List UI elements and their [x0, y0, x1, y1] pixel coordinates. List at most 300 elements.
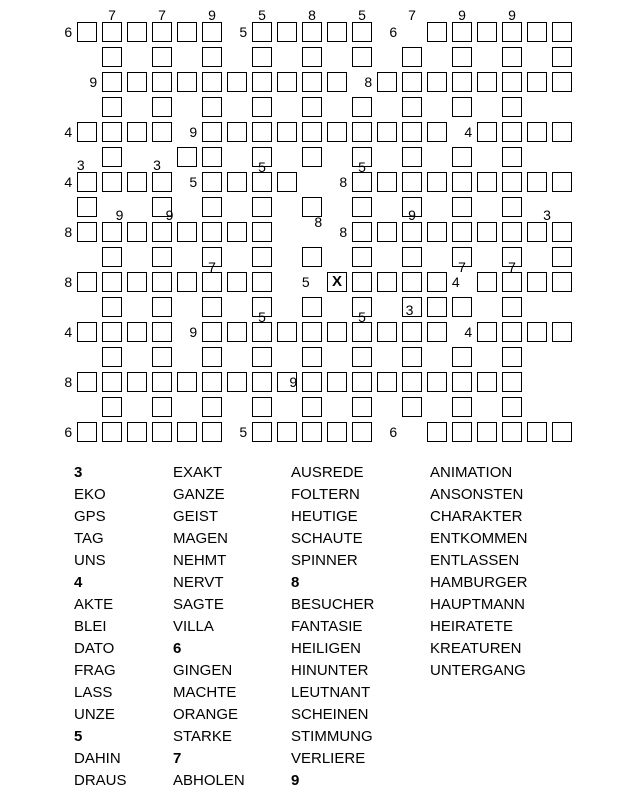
clue-number: 5	[258, 309, 266, 325]
grid-cell[interactable]	[377, 222, 397, 242]
clue-number: 9	[89, 74, 98, 90]
grid-cell[interactable]	[77, 272, 97, 292]
grid-cell[interactable]	[502, 422, 522, 442]
word-entry: SAGTE	[173, 596, 224, 613]
grid-cell[interactable]	[277, 422, 297, 442]
grid-cell[interactable]	[202, 372, 222, 392]
clue-number: 5	[358, 159, 366, 175]
grid-cell[interactable]	[252, 422, 272, 442]
grid-cell[interactable]	[502, 97, 522, 117]
grid-cell[interactable]	[152, 372, 172, 392]
grid-cell[interactable]	[127, 72, 147, 92]
grid-cell[interactable]	[152, 122, 172, 142]
word-entry: EXAKT	[173, 464, 223, 481]
grid-cell[interactable]	[477, 372, 497, 392]
word-entry: STARKE	[173, 728, 232, 745]
grid-cell[interactable]	[252, 22, 272, 42]
grid-cell[interactable]	[302, 372, 322, 392]
clue-number: 8	[339, 224, 348, 240]
grid-cell[interactable]	[152, 172, 172, 192]
word-entry: FRAG	[74, 662, 116, 679]
grid-cell[interactable]	[102, 172, 122, 192]
grid-cell[interactable]	[402, 397, 422, 417]
word-entry: AKTE	[74, 596, 114, 613]
grid-cell[interactable]	[452, 72, 472, 92]
grid-cell[interactable]	[77, 372, 97, 392]
word-list-column	[74, 462, 127, 792]
grid-cell[interactable]	[352, 122, 372, 142]
grid-cell[interactable]	[252, 347, 272, 367]
grid-cell[interactable]	[102, 347, 122, 367]
grid-cell[interactable]	[527, 322, 547, 342]
grid-cell[interactable]	[377, 372, 397, 392]
grid-cell[interactable]	[527, 272, 547, 292]
grid-cell[interactable]	[352, 47, 372, 67]
grid-cell[interactable]	[377, 172, 397, 192]
grid-cell[interactable]	[152, 272, 172, 292]
grid-cell[interactable]	[452, 147, 472, 167]
grid-cell[interactable]	[427, 322, 447, 342]
grid-cell[interactable]	[452, 397, 472, 417]
grid-cell[interactable]	[277, 172, 297, 192]
grid-cell[interactable]	[252, 272, 272, 292]
grid-cell[interactable]	[427, 422, 447, 442]
grid-cell[interactable]	[352, 97, 372, 117]
grid-cell[interactable]	[377, 72, 397, 92]
grid-cell[interactable]	[352, 172, 372, 192]
clue-number: 3	[76, 156, 85, 173]
clue-number: 4	[64, 124, 73, 140]
clue-number: 6	[389, 424, 398, 440]
grid-cell[interactable]	[202, 72, 222, 92]
grid-cell[interactable]	[427, 297, 447, 317]
grid-cell[interactable]	[252, 97, 272, 117]
grid-cell[interactable]	[102, 47, 122, 67]
word-entry: FOLTERN	[291, 486, 360, 503]
grid-cell[interactable]	[227, 372, 247, 392]
grid-cell[interactable]	[252, 197, 272, 217]
grid-cell[interactable]	[252, 372, 272, 392]
grid-cell[interactable]	[127, 272, 147, 292]
grid-cell[interactable]	[402, 372, 422, 392]
grid-cell[interactable]	[502, 72, 522, 92]
length-header: 6	[173, 640, 182, 657]
grid-cell[interactable]	[402, 247, 422, 267]
grid-cell[interactable]	[452, 347, 472, 367]
grid-cell[interactable]	[152, 47, 172, 67]
grid-cell[interactable]	[377, 122, 397, 142]
grid-cell[interactable]	[77, 197, 97, 217]
grid-cell[interactable]	[352, 272, 372, 292]
word-entry: STIMMUNG	[291, 728, 373, 745]
grid-cell[interactable]	[177, 147, 197, 167]
grid-cell[interactable]	[77, 422, 97, 442]
clue-number: 5	[239, 24, 248, 40]
grid-cell[interactable]	[102, 372, 122, 392]
grid-cell[interactable]	[477, 72, 497, 92]
word-entry: UNTERGANG	[430, 662, 526, 679]
grid-cell[interactable]	[302, 422, 322, 442]
grid-cell[interactable]	[152, 397, 172, 417]
grid-cell[interactable]	[352, 347, 372, 367]
grid-cell[interactable]	[202, 47, 222, 67]
grid-cell[interactable]	[402, 322, 422, 342]
word-entry: MACHTE	[173, 684, 237, 701]
grid-cell[interactable]	[202, 347, 222, 367]
length-header: 5	[74, 728, 83, 745]
grid-cell[interactable]	[502, 397, 522, 417]
word-entry: VILLA	[173, 618, 214, 635]
clue-number: 9	[508, 6, 516, 23]
grid-cell[interactable]	[452, 422, 472, 442]
clue-number: 7	[208, 259, 216, 275]
grid-cell[interactable]	[477, 22, 497, 42]
grid-cell[interactable]	[102, 22, 122, 42]
grid-cell[interactable]	[452, 47, 472, 67]
clue-number: 6	[64, 424, 73, 440]
word-list-column	[173, 462, 245, 792]
clue-number: 8	[64, 374, 73, 390]
word-entry: KREATUREN	[430, 640, 522, 657]
grid-cell[interactable]	[352, 372, 372, 392]
grid-cell[interactable]	[402, 222, 422, 242]
start-marker-cell[interactable]: X	[327, 272, 347, 292]
grid-cell[interactable]	[127, 322, 147, 342]
grid-cell[interactable]	[302, 397, 322, 417]
grid-cell[interactable]	[177, 272, 197, 292]
grid-cell[interactable]	[77, 222, 97, 242]
grid-cell[interactable]	[202, 422, 222, 442]
grid-cell[interactable]	[427, 222, 447, 242]
grid-cell[interactable]	[202, 122, 222, 142]
grid-cell[interactable]	[152, 347, 172, 367]
grid-cell[interactable]	[127, 372, 147, 392]
grid-cell[interactable]	[352, 397, 372, 417]
grid-cell[interactable]	[302, 72, 322, 92]
grid-cell[interactable]	[102, 247, 122, 267]
grid-cell[interactable]	[502, 147, 522, 167]
grid-cell[interactable]	[552, 322, 572, 342]
word-entry: AUSREDE	[291, 464, 364, 481]
grid-cell[interactable]	[252, 172, 272, 192]
grid-cell[interactable]	[202, 197, 222, 217]
grid-cell[interactable]	[227, 272, 247, 292]
grid-cell[interactable]	[152, 22, 172, 42]
grid-cell[interactable]	[227, 72, 247, 92]
grid-cell[interactable]	[352, 422, 372, 442]
grid-cell[interactable]	[252, 222, 272, 242]
grid-cell[interactable]	[302, 297, 322, 317]
word-entry: DAHIN	[74, 750, 121, 767]
word-entry: HAMBURGER	[430, 574, 528, 591]
clue-number: 8	[364, 74, 373, 90]
grid-cell[interactable]	[452, 222, 472, 242]
grid-cell[interactable]	[102, 97, 122, 117]
grid-cell[interactable]	[102, 72, 122, 92]
grid-cell[interactable]	[477, 122, 497, 142]
grid-cell[interactable]	[427, 122, 447, 142]
grid-cell[interactable]	[302, 22, 322, 42]
grid-cell[interactable]	[502, 122, 522, 142]
grid-cell[interactable]	[77, 122, 97, 142]
word-entry: ANSONSTEN	[430, 486, 524, 503]
clue-number: 9	[189, 124, 198, 140]
word-entry: ANIMATION	[430, 464, 513, 481]
grid-cell[interactable]	[202, 322, 222, 342]
grid-cell[interactable]	[327, 422, 347, 442]
grid-cell[interactable]	[527, 172, 547, 192]
grid-cell[interactable]	[177, 22, 197, 42]
grid-cell[interactable]	[552, 122, 572, 142]
grid-cell[interactable]	[252, 247, 272, 267]
grid-cell[interactable]	[177, 372, 197, 392]
grid-cell[interactable]	[102, 422, 122, 442]
clue-number: 9	[208, 6, 216, 23]
clue-number: 4	[64, 324, 73, 340]
grid-cell[interactable]	[327, 372, 347, 392]
length-header: 8	[291, 574, 300, 591]
grid-cell[interactable]	[352, 222, 372, 242]
word-entry: TAG	[74, 530, 104, 547]
grid-cell[interactable]	[227, 322, 247, 342]
clue-number: 4	[64, 174, 73, 190]
grid-cell[interactable]	[152, 422, 172, 442]
grid-cell[interactable]	[527, 22, 547, 42]
clue-number: 8	[64, 224, 73, 240]
word-list	[0, 462, 622, 802]
grid-cell[interactable]	[527, 122, 547, 142]
grid-cell[interactable]	[402, 47, 422, 67]
grid-cell[interactable]	[552, 47, 572, 67]
grid-cell[interactable]	[102, 272, 122, 292]
grid-cell[interactable]	[277, 22, 297, 42]
grid-cell[interactable]	[302, 122, 322, 142]
grid-cell[interactable]	[202, 297, 222, 317]
word-entry: SCHAUTE	[291, 530, 363, 547]
grid-cell[interactable]	[552, 247, 572, 267]
grid-cell[interactable]	[177, 72, 197, 92]
grid-cell[interactable]	[452, 172, 472, 192]
grid-cell[interactable]	[152, 72, 172, 92]
grid-cell[interactable]	[302, 47, 322, 67]
grid-cell[interactable]	[152, 247, 172, 267]
grid-cell[interactable]	[402, 97, 422, 117]
grid-cell[interactable]	[502, 272, 522, 292]
grid-cell[interactable]	[127, 172, 147, 192]
grid-cell[interactable]	[552, 272, 572, 292]
grid-cell[interactable]	[352, 247, 372, 267]
grid-cell[interactable]	[177, 422, 197, 442]
grid-cell[interactable]	[327, 72, 347, 92]
grid-cell[interactable]	[302, 97, 322, 117]
grid-cell[interactable]	[252, 72, 272, 92]
grid-cell[interactable]	[352, 197, 372, 217]
word-entry: DATO	[74, 640, 115, 657]
grid-cell[interactable]	[477, 322, 497, 342]
grid-cell[interactable]	[502, 347, 522, 367]
grid-cell[interactable]	[77, 322, 97, 342]
grid-cell[interactable]	[402, 72, 422, 92]
grid-cell[interactable]	[102, 322, 122, 342]
clue-number: 9	[458, 6, 466, 23]
clue-number: 8	[308, 6, 316, 23]
word-entry: MAGEN	[173, 530, 229, 547]
grid-cell[interactable]	[152, 322, 172, 342]
grid-cell[interactable]	[202, 97, 222, 117]
grid-cell[interactable]	[127, 222, 147, 242]
grid-cell[interactable]	[77, 172, 97, 192]
grid-cell[interactable]	[427, 372, 447, 392]
grid-cell[interactable]	[352, 322, 372, 342]
grid-cell[interactable]	[427, 22, 447, 42]
word-entry: HEILIGEN	[291, 640, 362, 657]
word-entry: GANZE	[173, 486, 225, 503]
word-entry: ENTLASSEN	[430, 552, 520, 569]
length-header: 7	[173, 750, 182, 767]
grid-cell[interactable]	[77, 22, 97, 42]
grid-cell[interactable]	[552, 172, 572, 192]
grid-cell[interactable]	[302, 247, 322, 267]
grid-cell[interactable]	[552, 422, 572, 442]
grid-cell[interactable]	[202, 172, 222, 192]
word-entry: UNZE	[74, 706, 115, 723]
grid-cell[interactable]	[102, 147, 122, 167]
grid-cell[interactable]	[377, 322, 397, 342]
grid-cell[interactable]	[227, 222, 247, 242]
grid-cell[interactable]	[452, 297, 472, 317]
grid-cell[interactable]	[502, 322, 522, 342]
grid-cell[interactable]	[202, 147, 222, 167]
grid-cell[interactable]	[552, 222, 572, 242]
grid-cell[interactable]	[427, 272, 447, 292]
word-entry: NERVT	[173, 574, 224, 591]
word-entry: HINUNTER	[291, 662, 369, 679]
grid-cell[interactable]	[252, 47, 272, 67]
grid-cell[interactable]	[452, 97, 472, 117]
grid-cell[interactable]	[227, 122, 247, 142]
grid-cell[interactable]	[327, 22, 347, 42]
grid-cell[interactable]	[102, 122, 122, 142]
grid-cell[interactable]	[202, 22, 222, 42]
grid-cell[interactable]	[102, 297, 122, 317]
grid-cell[interactable]	[502, 372, 522, 392]
grid-cell[interactable]	[452, 372, 472, 392]
grid-cell[interactable]	[127, 22, 147, 42]
clue-number: 5	[189, 174, 198, 190]
grid-cell[interactable]	[227, 172, 247, 192]
grid-cell[interactable]	[552, 22, 572, 42]
grid-cell[interactable]	[502, 297, 522, 317]
word-entry: BESUCHER	[291, 596, 375, 613]
grid-cell[interactable]	[377, 272, 397, 292]
grid-cell[interactable]	[527, 422, 547, 442]
grid-cell[interactable]	[277, 72, 297, 92]
word-entry: CHARAKTER	[430, 508, 523, 525]
grid-cell[interactable]	[502, 197, 522, 217]
grid-cell[interactable]	[252, 322, 272, 342]
word-entry: HEUTIGE	[291, 508, 358, 525]
clue-number: 9	[165, 206, 174, 223]
clue-number: 5	[258, 159, 266, 175]
word-entry: HAUPTMANN	[430, 596, 526, 613]
grid-cell[interactable]	[352, 22, 372, 42]
grid-cell[interactable]	[402, 147, 422, 167]
length-header: 3	[74, 464, 83, 481]
grid-cell[interactable]	[402, 172, 422, 192]
grid-cell[interactable]	[127, 422, 147, 442]
clue-number: 9	[408, 206, 416, 223]
grid-cell[interactable]	[277, 122, 297, 142]
grid-cell[interactable]	[402, 272, 422, 292]
grid-cell[interactable]	[502, 22, 522, 42]
grid-cell[interactable]	[452, 197, 472, 217]
grid-cell[interactable]	[277, 322, 297, 342]
grid-cell[interactable]	[502, 47, 522, 67]
clue-number: 5	[301, 274, 310, 290]
word-entry: EKO	[74, 486, 106, 503]
grid-cell[interactable]	[252, 122, 272, 142]
word-entry: FANTASIE	[291, 618, 363, 635]
grid-cell[interactable]	[302, 322, 322, 342]
grid-cell[interactable]	[152, 222, 172, 242]
grid-cell[interactable]	[402, 347, 422, 367]
grid-cell[interactable]	[302, 147, 322, 167]
grid-cell[interactable]	[252, 397, 272, 417]
grid-cell[interactable]	[302, 347, 322, 367]
grid-cell[interactable]	[477, 272, 497, 292]
grid-cell[interactable]	[427, 72, 447, 92]
clue-number: 9	[289, 374, 298, 390]
clue-number: 7	[508, 259, 516, 275]
grid-cell[interactable]	[202, 272, 222, 292]
grid-cell[interactable]	[477, 422, 497, 442]
grid-cell[interactable]	[202, 397, 222, 417]
grid-cell[interactable]	[152, 297, 172, 317]
grid-cell[interactable]	[102, 222, 122, 242]
grid-cell[interactable]	[327, 322, 347, 342]
clue-number: 6	[64, 24, 73, 40]
word-entry: ORANGE	[173, 706, 239, 723]
word-list-column	[430, 462, 528, 682]
grid-cell[interactable]	[177, 222, 197, 242]
grid-cell[interactable]	[502, 222, 522, 242]
grid-cell[interactable]	[452, 22, 472, 42]
length-header: 9	[291, 772, 300, 789]
grid-cell[interactable]	[402, 122, 422, 142]
clue-number: 6	[389, 24, 398, 40]
word-entry: VERLIERE	[291, 750, 366, 767]
clue-number: 3	[405, 301, 414, 318]
grid-cell[interactable]	[102, 397, 122, 417]
grid-cell[interactable]	[527, 222, 547, 242]
grid-cell[interactable]	[127, 122, 147, 142]
length-header: 4	[74, 574, 83, 591]
grid-cell[interactable]	[527, 72, 547, 92]
clue-number: 8	[314, 214, 323, 230]
grid-cell[interactable]	[427, 172, 447, 192]
word-entry: GEIST	[173, 508, 219, 525]
grid-cell[interactable]	[502, 172, 522, 192]
grid-cell[interactable]	[552, 72, 572, 92]
clue-number: 8	[64, 274, 73, 290]
grid-cell[interactable]	[202, 222, 222, 242]
word-entry: DRAUS	[74, 772, 127, 789]
clue-number: 4	[464, 124, 473, 140]
grid-cell[interactable]	[152, 97, 172, 117]
grid-cell[interactable]	[327, 122, 347, 142]
grid-cell[interactable]	[477, 222, 497, 242]
grid-cell[interactable]	[477, 172, 497, 192]
